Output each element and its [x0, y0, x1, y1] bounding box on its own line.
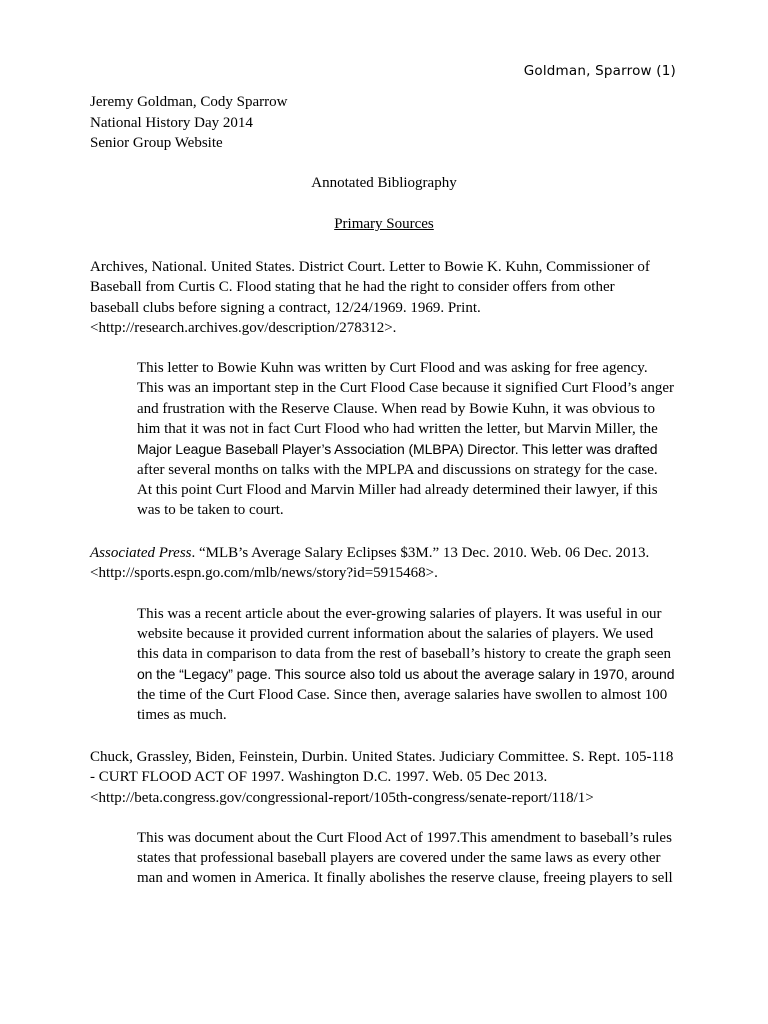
annotation-line: states that professional baseball players are covered under the same laws as every other — [137, 850, 661, 867]
annotation-line: times as much. — [137, 707, 227, 724]
citation — [90, 543, 670, 584]
bibliography-entry — [90, 747, 674, 889]
citation-line: Chuck, Grassley, Biden, Feinstein, Durbin. United States. Judiciary Committee. S. Rept. 105-118 — [90, 749, 674, 765]
annotation-line: was to be taken to court. — [137, 502, 284, 519]
citation-url: <http://research.archives.gov/description/278312>. — [90, 319, 397, 336]
annotation-line: on the “Legacy” page. This source also told us about the average salary in 1970, around — [137, 666, 675, 683]
citation-url: <http://beta.congress.gov/congressional-report/105th-congress/senate-report/118/1> — [90, 789, 594, 806]
annotation-line: after several months on talks with the MPLPA and discussions on strategy for the case. — [137, 461, 658, 478]
annotation-line: Major League Baseball Player’s Association (MLBPA) Director. This letter was drafted — [137, 441, 658, 458]
event-name: National History Day 2014 — [90, 114, 253, 131]
bibliography-entry — [90, 543, 675, 725]
annotation-line: this data in comparison to data from the rest of baseball’s history to create the graph seen — [137, 646, 672, 663]
citation-url: <http://sports.espn.go.com/mlb/news/story?id=5915468>. — [90, 565, 438, 582]
citation-line: baseball clubs before signing a contract, 12/24/1969. 1969. Print. — [90, 299, 481, 316]
citation-line: - CURT FLOOD ACT OF 1997. Washington D.C. 1997. Web. 05 Dec 2013. — [90, 769, 548, 786]
annotation — [90, 358, 675, 520]
citation-line: Baseball from Curtis C. Flood stating that he had the right to consider offers from other — [90, 279, 615, 296]
annotation-line: This was document about the Curt Flood Act of 1997.This amendment to baseball’s rules — [137, 829, 672, 846]
citation — [90, 257, 670, 338]
annotation-line: This letter to Bowie Kuhn was written by Curt Flood and was asking for free agency. — [137, 360, 648, 377]
author-names: Jeremy Goldman, Cody Sparrow — [90, 94, 288, 110]
annotation-line: the time of the Curt Flood Case. Since then, average salaries have swollen to almost 100 — [137, 686, 668, 703]
citation-title: . “MLB’s Average Salary Eclipses $3M.” 13 Dec. 2010. Web. 06 Dec. 2013. — [191, 545, 650, 561]
bibliography-entry — [90, 257, 675, 521]
annotation-line: him that it was not in fact Curt Flood who had written the letter, but Marvin Miller, the — [137, 421, 658, 438]
citation-line — [90, 543, 670, 563]
citation-source: Associated Press — [90, 545, 192, 561]
entry-category: Senior Group Website — [90, 135, 223, 151]
annotation — [90, 604, 675, 726]
section-heading — [0, 216, 768, 233]
annotation — [90, 828, 673, 889]
citation-line: Archives, National. United States. District Court. Letter to Bowie K. Kuhn, Commissioner of — [90, 259, 650, 275]
annotation-line: This was an important step in the Curt Flood Case because it signified Curt Flood’s anger — [137, 380, 675, 397]
annotation-line: man and women in America. It finally abolishes the reserve clause, freeing players to sell — [137, 870, 673, 887]
section-heading-text: Primary Sources — [334, 216, 434, 232]
document-title: Annotated Bibliography — [311, 175, 457, 191]
annotation-line: At this point Curt Flood and Marvin Miller had already determined their lawyer, if this — [137, 481, 658, 498]
annotation-line: and frustration with the Reserve Clause. When read by Bowie Kuhn, it was obvious to — [137, 400, 655, 417]
running-header: Goldman, Sparrow (1) — [523, 63, 676, 79]
annotation-line: website because it provided current information about the salaries of players. We used — [137, 625, 654, 642]
annotation-line: This was a recent article about the ever-growing salaries of players. It was useful in our — [137, 605, 662, 622]
citation — [90, 747, 674, 808]
author-block — [90, 92, 287, 154]
